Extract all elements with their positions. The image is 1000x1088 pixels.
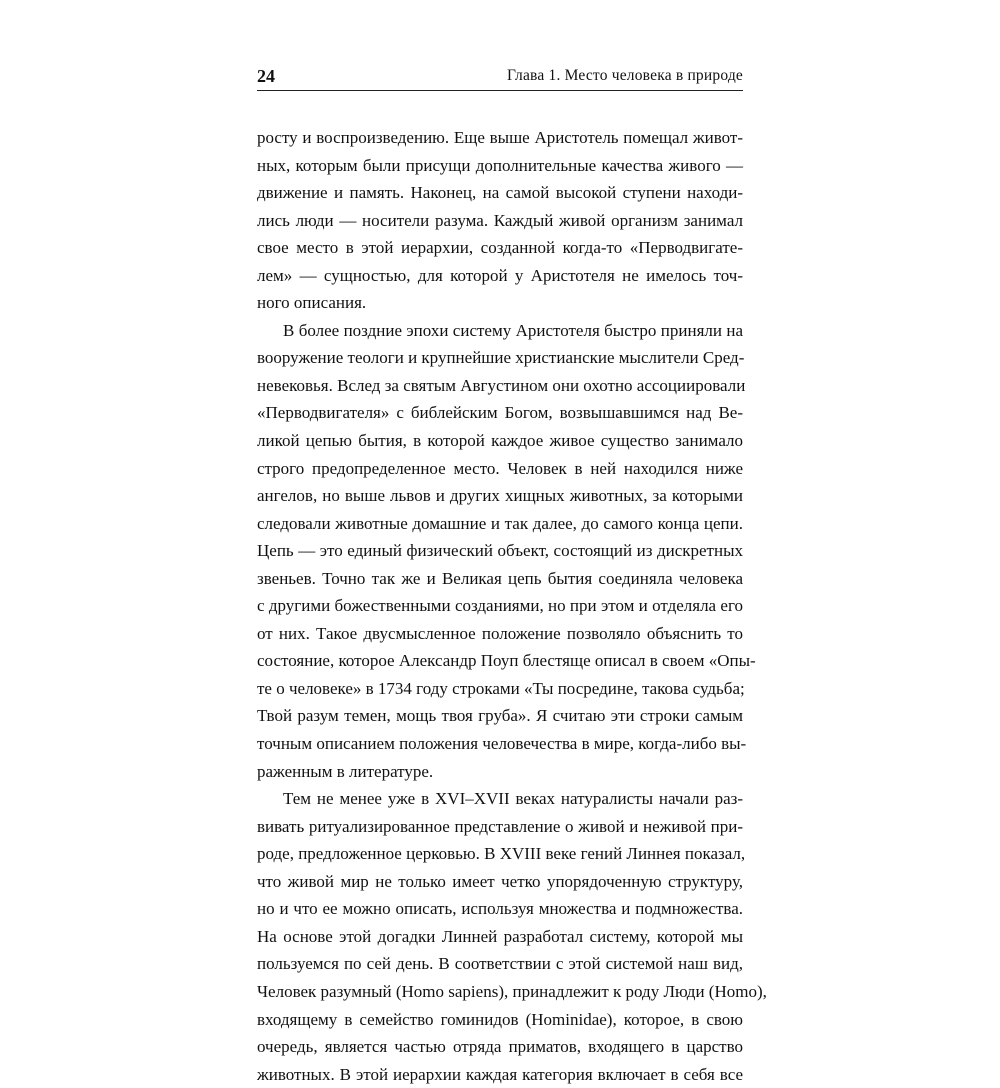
- text-line: строго предопределенное место. Человек в ней находился ниже: [257, 458, 743, 478]
- text-line: звеньев. Точно так же и Великая цепь бытия соединяла человека: [257, 568, 743, 588]
- text-line: что живой мир не только имеет четко упорядоченную структуру,: [257, 871, 743, 891]
- text-line: вооружение теологи и крупнейшие христианские мыслители Сред-: [257, 348, 745, 368]
- text-line: ангелов, но выше львов и других хищных животных, за которыми: [257, 486, 743, 506]
- text-line: невековья. Вслед за святым Августином они охотно ассоциировали: [257, 375, 746, 395]
- text-line: Человек разумный (Homo sapiens), принадлежит к роду Люди (Homo),: [257, 981, 767, 1001]
- text-line: «Перводвигателя» с библейским Богом, возвышавшимся над Ве-: [257, 403, 743, 423]
- text-line: ликой цепью бытия, в которой каждое живое существо занимало: [257, 431, 743, 451]
- text-line: Цепь — это единый физический объект, состоящий из дискретных: [257, 541, 743, 561]
- body-text: [257, 124, 767, 1088]
- text-line: но и что ее можно описать, используя множества и подмножества.: [257, 899, 743, 919]
- text-line: Тем не менее уже в XVI–XVII веках натуралисты начали раз-: [283, 789, 743, 809]
- page-number: 24: [257, 66, 275, 86]
- text-line: свое место в этой иерархии, созданной когда-то «Перводвигате-: [257, 238, 743, 258]
- text-line: те о человеке» в 1734 году строками «Ты посредине, такова судьба;: [257, 678, 745, 698]
- text-line: очередь, является частью отряда приматов, входящего в царство: [257, 1037, 743, 1057]
- text-line: от них. Такое двусмысленное положение позволяло объяснить то: [257, 623, 743, 643]
- text-line: вивать ритуализированное представление о живой и неживой при-: [257, 816, 743, 836]
- text-line: пользуемся по сей день. В соответствии с этой системой наш вид,: [257, 954, 743, 974]
- text-line: раженным в литературе.: [257, 761, 434, 781]
- text-line: роде, предложенное церковью. В XVIII веке гений Линнея показал,: [257, 844, 746, 864]
- text-line: точным описанием положения человечества в мире, когда-либо вы-: [257, 734, 747, 754]
- text-line: с другими божественными созданиями, но при этом и отделяла его: [257, 596, 743, 616]
- text-line: состояние, которое Александр Поуп блестяще описал в своем «Опы-: [257, 651, 756, 671]
- running-header: [257, 64, 743, 91]
- text-line: В более поздние эпохи систему Аристотеля быстро приняли на: [283, 320, 743, 340]
- text-line: На основе этой догадки Линней разработал систему, которой мы: [257, 926, 743, 946]
- text-line: движение и память. Наконец, на самой высокой ступени находи-: [257, 183, 743, 203]
- text-line: лись люди — носители разума. Каждый живой организм занимал: [257, 210, 743, 230]
- text-line: лем» — сущностью, для которой у Аристотеля не имелось точ-: [257, 265, 743, 285]
- text-line: животных. В этой иерархии каждая категория включает в себя все: [257, 1064, 743, 1084]
- text-line: входящему в семейство гоминидов (Hominidae), которое, в свою: [257, 1009, 743, 1029]
- text-line: росту и воспроизведению. Еще выше Аристотель помещал живот-: [257, 128, 743, 147]
- text-line: Твой разум темен, мощь твоя груба». Я считаю эти строки самым: [257, 706, 743, 726]
- book-page: [257, 0, 767, 1084]
- chapter-title: Глава 1. Место человека в природе: [507, 67, 743, 84]
- text-line: ных, которым были присущи дополнительные качества живого —: [257, 155, 743, 175]
- text-line: следовали животные домашние и так далее, до самого конца цепи.: [257, 513, 743, 533]
- text-line: ного описания.: [257, 293, 367, 313]
